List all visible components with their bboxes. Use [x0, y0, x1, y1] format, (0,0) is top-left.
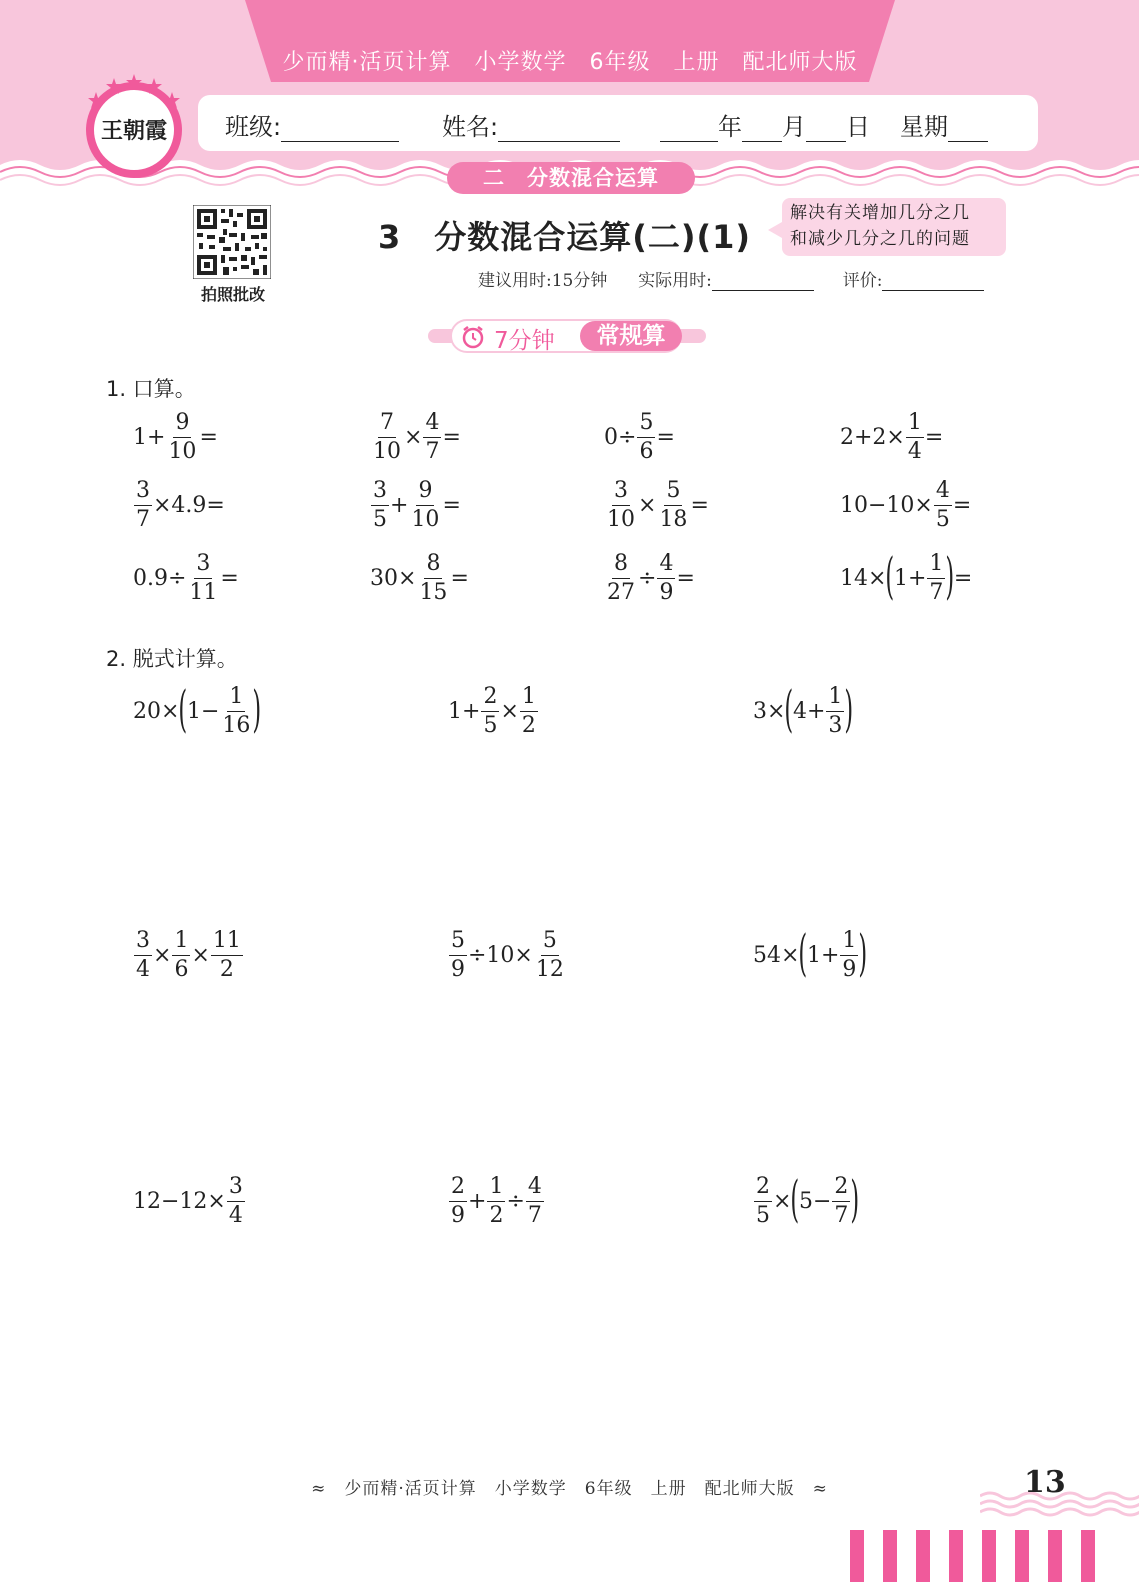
footer-stripe — [1048, 1530, 1062, 1582]
fraction — [934, 480, 952, 531]
fraction — [166, 412, 198, 463]
math-text: × — [404, 425, 423, 450]
footer-stripe — [982, 1530, 996, 1582]
denominator: 5 — [373, 507, 387, 532]
numerator: 8 — [424, 553, 442, 579]
footer-stripe — [916, 1530, 930, 1582]
fraction — [449, 1176, 467, 1227]
math-expression — [133, 480, 225, 531]
math-text: 1+ — [806, 943, 840, 968]
lesson-title: 3 分数混合运算(二)(1) — [378, 218, 752, 256]
denominator: 7 — [929, 580, 944, 605]
math-text: = — [656, 425, 675, 450]
math-text: 12−12× — [133, 1189, 226, 1214]
math-text: ÷10× — [468, 943, 533, 968]
note-pointer — [768, 222, 782, 238]
math-text: × — [500, 699, 519, 724]
fraction — [211, 930, 243, 981]
math-expression — [133, 930, 244, 981]
footer-series: ≈ 少而精·活页计算 小学数学 6年级 上册 配北师大版 ≈ — [311, 1479, 828, 1499]
fraction — [526, 1176, 544, 1227]
denominator: 7 — [527, 1203, 542, 1228]
numerator: 3 — [227, 1176, 245, 1202]
denominator: 10 — [373, 439, 401, 464]
math-text: = — [442, 493, 461, 518]
math-text: = — [952, 493, 972, 518]
math-text: × — [638, 493, 657, 518]
numerator: 1 — [487, 1176, 505, 1202]
math-text: × — [153, 943, 172, 968]
svg-text:王朝霞: 王朝霞 — [100, 118, 168, 144]
denominator: 10 — [607, 507, 635, 532]
numerator: 2 — [832, 1176, 850, 1202]
math-text: × — [191, 943, 210, 968]
name-label: 姓名: — [442, 113, 499, 141]
fraction — [487, 1176, 505, 1227]
numerator: 3 — [134, 930, 152, 956]
math-text: = — [220, 566, 239, 591]
math-expression — [133, 1176, 246, 1227]
evaluation-label: 评价: — [842, 271, 883, 291]
parenthesis: ) — [844, 679, 854, 738]
numerator: 3 — [134, 480, 152, 506]
numerator: 1 — [826, 686, 844, 712]
numerator: 2 — [754, 1176, 772, 1202]
math-text: = — [690, 493, 709, 518]
math-text: 30× — [370, 566, 417, 591]
logo-seal — [80, 72, 188, 180]
note-line-2: 和减少几分之几的问题 — [790, 229, 970, 249]
denominator: 6 — [639, 439, 654, 464]
class-field[interactable] — [225, 107, 399, 142]
numerator: 1 — [520, 686, 538, 712]
math-text: = — [924, 425, 944, 450]
denominator: 10 — [411, 507, 440, 532]
denominator: 9 — [842, 957, 857, 982]
section-title: 二 分数混合运算 — [447, 162, 695, 194]
question-2-title: 2. 脱式计算。 — [106, 647, 238, 671]
denominator: 9 — [451, 957, 465, 982]
math-text: 0.9÷ — [133, 566, 187, 591]
alarm-clock-icon — [461, 325, 485, 349]
math-text: = — [953, 566, 973, 591]
denominator: 3 — [828, 713, 843, 738]
fraction — [134, 480, 152, 531]
math-expression — [604, 480, 709, 531]
class-blank[interactable] — [281, 121, 399, 142]
year-blank[interactable] — [660, 121, 718, 142]
math-expression — [840, 480, 971, 531]
math-text: 20× — [133, 699, 180, 724]
math-expression — [753, 1169, 860, 1228]
math-text: + — [468, 1189, 487, 1214]
fraction — [371, 480, 389, 531]
math-expression — [448, 1176, 545, 1227]
parenthesis: ( — [790, 1169, 800, 1228]
denominator: 6 — [174, 957, 189, 982]
numerator: 2 — [449, 1176, 467, 1202]
parenthesis: ( — [784, 679, 794, 738]
numerator: 1 — [227, 686, 245, 712]
math-expression — [840, 546, 973, 605]
parenthesis: ( — [798, 923, 808, 982]
fraction — [657, 553, 675, 604]
denominator: 5 — [756, 1203, 770, 1228]
math-text: 4+ — [792, 699, 826, 724]
denominator: 16 — [222, 713, 251, 738]
name-field[interactable] — [442, 107, 620, 142]
fraction — [449, 930, 467, 981]
month-blank[interactable] — [742, 121, 782, 142]
denominator: 5 — [483, 713, 498, 738]
math-text: 14× — [840, 566, 887, 591]
denominator: 11 — [189, 580, 218, 605]
numerator: 5 — [541, 930, 559, 956]
numerator: 2 — [481, 686, 499, 712]
denominator: 15 — [419, 580, 448, 605]
numerator: 1 — [172, 930, 190, 956]
denominator: 9 — [451, 1203, 465, 1228]
math-expression — [448, 930, 567, 981]
timer-minutes: 7分钟 — [494, 328, 555, 354]
footer-stripe — [949, 1530, 963, 1582]
denominator: 2 — [521, 713, 536, 738]
fraction — [371, 412, 403, 463]
name-blank[interactable] — [498, 121, 620, 142]
numerator: 9 — [416, 480, 434, 506]
math-text: = — [450, 566, 469, 591]
denominator: 7 — [834, 1203, 849, 1228]
qr-label: 拍照批改 — [200, 285, 265, 304]
denominator: 7 — [425, 439, 440, 464]
footer-stripe — [1081, 1530, 1095, 1582]
fraction — [172, 930, 190, 981]
numerator: 4 — [423, 412, 441, 438]
footer-stripe — [850, 1530, 864, 1582]
note-line-1: 解决有关增加几分之几 — [790, 203, 970, 223]
numerator: 5 — [664, 480, 682, 506]
numerator: 11 — [211, 930, 243, 956]
math-text: + — [390, 493, 409, 518]
fraction — [906, 412, 924, 463]
math-expression — [133, 412, 218, 463]
numerator: 4 — [934, 480, 952, 506]
math-text: 10−10× — [840, 493, 933, 518]
math-text: × — [773, 1189, 792, 1214]
year-label: 年 — [718, 113, 742, 141]
math-text: ×4.9= — [153, 493, 225, 518]
math-text: 1+ — [893, 566, 927, 591]
day-blank[interactable] — [806, 121, 846, 142]
qr-code-icon[interactable] — [193, 205, 271, 279]
fraction — [227, 1176, 245, 1227]
parenthesis: ) — [858, 923, 868, 982]
numerator: 1 — [906, 412, 924, 438]
denominator: 4 — [136, 957, 150, 982]
numerator: 9 — [173, 412, 191, 438]
denominator: 18 — [659, 507, 688, 532]
math-expression — [370, 480, 461, 531]
fraction — [605, 553, 637, 604]
lesson-note — [782, 198, 1006, 256]
fraction — [832, 1176, 850, 1227]
denominator: 2 — [219, 957, 234, 982]
parenthesis: ) — [850, 1169, 860, 1228]
fraction — [481, 686, 499, 737]
weekday-label: 星期 — [900, 113, 948, 141]
fraction — [826, 686, 844, 737]
numerator: 8 — [612, 553, 630, 579]
numerator: 3 — [371, 480, 389, 506]
math-expression — [604, 553, 695, 604]
day-label: 日 — [846, 113, 870, 141]
math-expression — [448, 686, 539, 737]
denominator: 4 — [228, 1203, 243, 1228]
date-field[interactable] — [660, 107, 988, 142]
numerator: 1 — [927, 553, 945, 579]
denominator: 12 — [535, 957, 564, 982]
numerator: 7 — [378, 412, 396, 438]
series-title: 少而精·活页计算 小学数学 6年级 上册 配北师大版 — [282, 50, 858, 75]
math-text: 0÷ — [604, 425, 637, 450]
math-text: ÷ — [638, 566, 657, 591]
fraction — [840, 930, 858, 981]
page-number: 13 — [1024, 1465, 1066, 1500]
math-expression — [133, 553, 239, 604]
denominator: 27 — [607, 580, 635, 605]
numerator: 3 — [612, 480, 630, 506]
parenthesis: ( — [178, 679, 188, 738]
math-expression — [370, 412, 461, 463]
math-text: = — [199, 425, 218, 450]
numerator: 4 — [657, 553, 675, 579]
time-row — [478, 266, 984, 291]
suggested-time: 建议用时:15分钟 — [478, 271, 608, 291]
numerator: 5 — [637, 412, 655, 438]
denominator: 7 — [136, 507, 150, 532]
actual-time-label: 实际用时: — [638, 271, 712, 291]
numerator: 5 — [449, 930, 467, 956]
denominator: 9 — [659, 580, 674, 605]
fraction — [605, 480, 637, 531]
math-text: 3× — [753, 699, 786, 724]
math-text: 2+2× — [840, 425, 905, 450]
numerator: 3 — [194, 553, 212, 579]
month-label: 月 — [782, 113, 806, 141]
math-text: 1+ — [448, 699, 481, 724]
math-text: ÷ — [506, 1189, 525, 1214]
math-expression — [604, 412, 675, 463]
fraction — [927, 553, 945, 604]
question-1-title: 1. 口算。 — [106, 377, 196, 401]
fraction — [754, 1176, 772, 1227]
math-expression — [753, 923, 868, 982]
timer-type-badge: 常规算 — [580, 321, 682, 351]
math-text: = — [442, 425, 461, 450]
math-text: 54× — [753, 943, 800, 968]
math-text: 5− — [798, 1189, 832, 1214]
numerator: 4 — [526, 1176, 544, 1202]
math-expression — [840, 412, 943, 463]
fraction — [187, 553, 219, 604]
fraction — [134, 930, 152, 981]
fraction — [534, 930, 566, 981]
fraction — [657, 480, 689, 531]
fraction — [423, 412, 441, 463]
denominator: 5 — [935, 507, 950, 532]
denominator: 4 — [907, 439, 922, 464]
fraction — [520, 686, 538, 737]
math-text: 1+ — [133, 425, 166, 450]
parenthesis: ) — [945, 546, 955, 605]
actual-time-blank[interactable] — [712, 274, 814, 291]
footer-stripe — [1015, 1530, 1029, 1582]
fraction — [220, 686, 252, 737]
class-label: 班级: — [225, 113, 282, 141]
math-text: 1− — [186, 699, 220, 724]
parenthesis: ( — [885, 546, 895, 605]
denominator: 2 — [489, 1203, 504, 1228]
math-expression — [370, 553, 469, 604]
numerator: 1 — [840, 930, 858, 956]
math-expression — [753, 679, 854, 738]
math-expression — [133, 679, 262, 738]
denominator: 10 — [168, 439, 197, 464]
fraction — [417, 553, 449, 604]
fraction — [409, 480, 441, 531]
fraction — [637, 412, 655, 463]
footer-stripe — [883, 1530, 897, 1582]
math-text: = — [676, 566, 695, 591]
weekday-blank[interactable] — [948, 121, 988, 142]
evaluation-blank[interactable] — [882, 274, 984, 291]
parenthesis: ) — [252, 679, 262, 738]
